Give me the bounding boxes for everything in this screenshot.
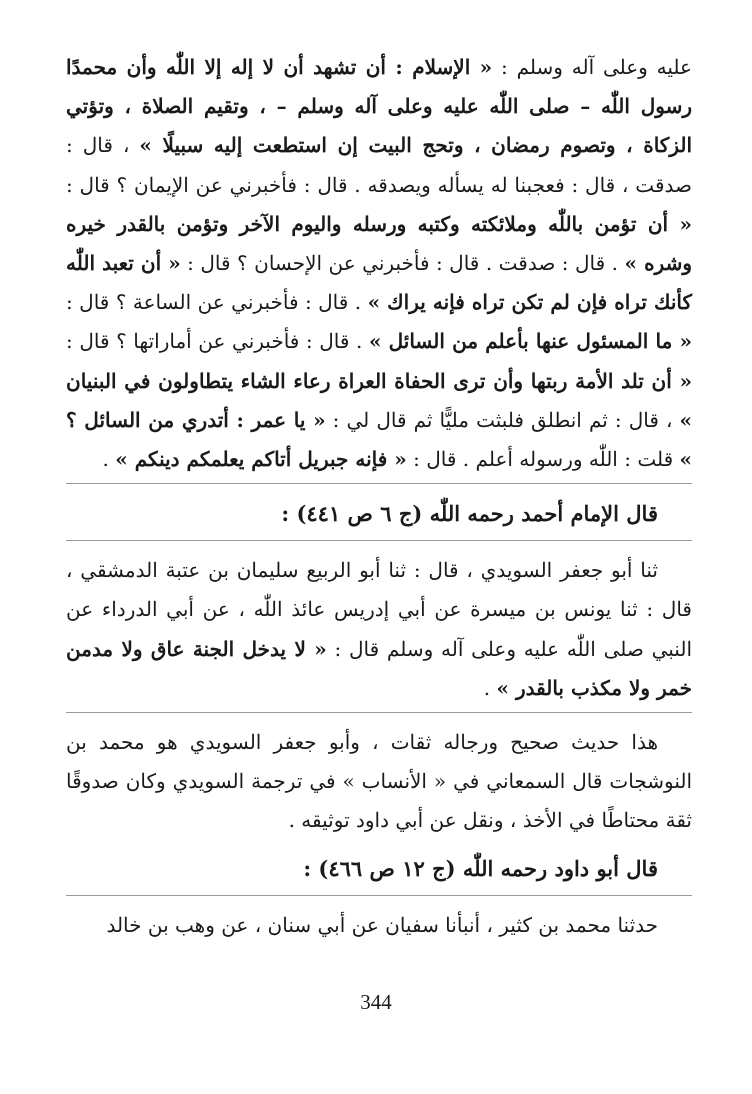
section-divider	[66, 483, 692, 484]
narration-text: ، قال : صدقت ، قال : فعجبنا له يسأله ويصدقه . قال : فأخبرني عن الإيمان ؟ قال :	[66, 133, 692, 197]
narration-text: . قال : فأخبرني عن الساعة ؟ قال :	[66, 290, 368, 315]
narration-text: . قال : فأخبرني عن أماراتها ؟ قال :	[66, 329, 369, 354]
page-body	[66, 48, 692, 945]
section-divider	[66, 895, 692, 896]
section-divider	[66, 540, 692, 541]
narration-text: .	[483, 675, 497, 700]
narration-text: عليه وعلى آله وسلم :	[492, 55, 692, 79]
narration-text: هذا حديث صحيح ورجاله ثقات ، وأبو جعفر السويدي هو محمد بن النوشجات قال السمعاني في « الأنساب » في ترجمة السويدي وكان صدوقًا ثقة محتاطًا في الأخذ ، ونقل عن أبي داود توثيقه .	[66, 730, 692, 833]
section-divider	[66, 712, 692, 713]
hadith-text-block	[66, 48, 692, 479]
commentary-text-block	[66, 723, 692, 841]
narration-text: قلت : اللّٰه ورسوله أعلم . قال :	[406, 447, 680, 472]
narration-text: . قال : صدقت . قال : فأخبرني عن الإحسان ؟ قال :	[180, 251, 625, 276]
quoted-hadith-text: « فإنه جبريل أتاكم يعلمكم دينكم »	[115, 447, 407, 472]
chain-text-block	[66, 906, 692, 945]
section-heading-abu-dawud: قال أبو داود رحمه اللّٰه (ج ١٢ ص ٤٦٦) :	[303, 855, 658, 881]
narration-text: ثنا أبو جعفر السويدي ، قال : ثنا أبو الربيع سليمان بن عتبة الدمشقي ، قال : ثنا يونس بن ميسرة عن أبي إدريس عائذ اللّٰه ، عن أبي الدرداء عن النبي صلى اللّٰه عليه وعلى آله وسلم قال :	[66, 558, 692, 661]
quoted-hadith-text: « أن تعبد اللّٰه كأنك تراه فإن لم تكن تراه فإنه يراك »	[66, 251, 693, 315]
narration-text: .	[102, 447, 116, 472]
quoted-hadith-text: « أن تؤمن باللّٰه وملائكته وكتبه ورسله واليوم الآخر وتؤمن بالقدر خيره وشره »	[66, 211, 693, 276]
narration-text: ، قال : ثم انطلق فلبثت مليًّا ثم قال لي :	[325, 407, 680, 432]
quoted-hadith-text: « ما المسئول عنها بأعلم من السائل »	[368, 329, 692, 354]
quoted-hadith-text: « أن تلد الأمة ربتها وأن ترى الحفاة العراة رعاء الشاء يتطاولون في البنيان »	[66, 368, 692, 432]
quoted-hadith-text: « الإسلام : أن تشهد أن لا إله إلا اللّٰه وأن محمدًا رسول اللّٰه – صلى اللّٰه عليه وعلى آله وسلم – ، وتقيم الصلاة ، وتؤتي الزكاة ، وتصوم رمضان ، وتحج البيت إن استطعت إليه سبيلًا »	[66, 55, 693, 158]
section-heading-ahmad: قال الإمام أحمد رحمه اللّٰه (ج ٦ ص ٤٤١) :	[281, 501, 658, 527]
isnad-text-block	[66, 551, 692, 708]
quoted-hadith-text: « يا عمر : أتدري من السائل ؟ »	[66, 407, 692, 472]
page-number: 344	[360, 990, 392, 1014]
narration-text: حدثنا محمد بن كثير ، أنبأنا سفيان عن أبي سنان ، عن وهب بن خالد	[106, 912, 658, 937]
quoted-hadith-text: « لا يدخل الجنة عاق ولا مدمن خمر ولا مكذب بالقدر »	[66, 636, 692, 700]
